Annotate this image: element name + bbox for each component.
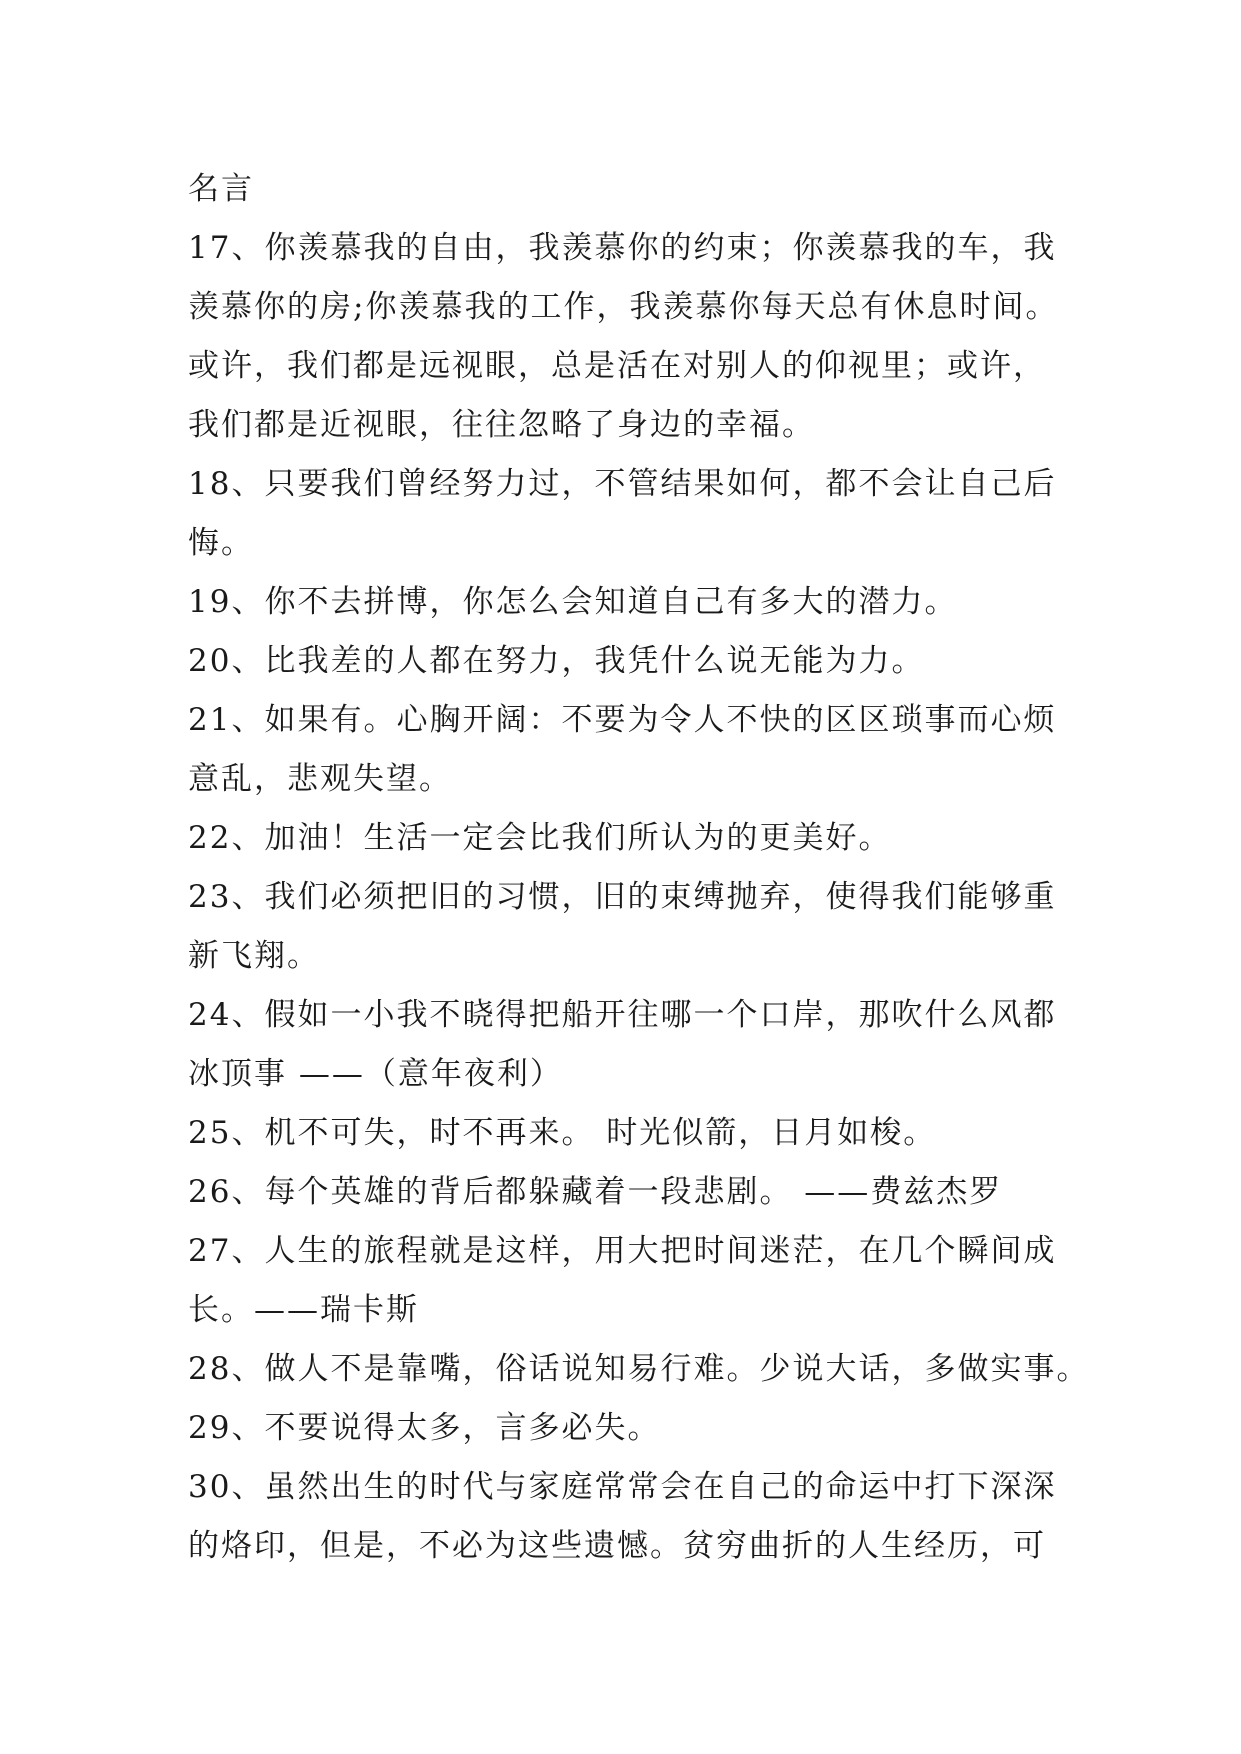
- document-title: 名言: [188, 171, 254, 207]
- text-line: 新飞翔。: [188, 938, 320, 974]
- text-line: 17、你羡慕我的自由，我羡慕你的约束；你羡慕我的车，我: [188, 230, 1057, 266]
- text-line: 30、虽然出生的时代与家庭常常会在自己的命运中打下深深: [188, 1469, 1057, 1505]
- text-line: 22、加油！生活一定会比我们所认为的更美好。: [188, 820, 892, 856]
- document-body: [188, 160, 1090, 1576]
- text-line: 23、我们必须把旧的习惯，旧的束缚抛弃，使得我们能够重: [188, 879, 1057, 915]
- text-line: 27、人生的旅程就是这样，用大把时间迷茫，在几个瞬间成: [188, 1233, 1057, 1269]
- text-line: 我们都是近视眼，往往忽略了身边的幸福。: [188, 407, 815, 443]
- text-line: 25、机不可失，时不再来。 时光似箭，日月如梭。: [188, 1115, 937, 1151]
- text-line: 28、做人不是靠嘴，俗话说知易行难。少说大话，多做实事。: [188, 1351, 1090, 1387]
- text-line: 长。——瑞卡斯: [188, 1292, 419, 1328]
- text-line: 意乱，悲观失望。: [188, 761, 452, 797]
- text-line: 21、如果有。心胸开阔：不要为令人不快的区区琐事而心烦: [188, 702, 1057, 738]
- text-line: 26、每个英雄的背后都躲藏着一段悲剧。 ——费兹杰罗: [188, 1174, 1003, 1210]
- text-line: 悔。: [188, 525, 254, 561]
- text-line: 的烙印，但是，不必为这些遗憾。贫穷曲折的人生经历，可: [188, 1528, 1046, 1564]
- text-line: 或许，我们都是远视眼，总是活在对别人的仰视里；或许，: [188, 348, 1046, 384]
- text-line: 24、假如一小我不晓得把船开往哪一个口岸，那吹什么风都: [188, 997, 1057, 1033]
- text-line: 20、比我差的人都在努力，我凭什么说无能为力。: [188, 643, 925, 679]
- text-line: 羡慕你的房;你羡慕我的工作，我羡慕你每天总有休息时间。: [188, 289, 1059, 325]
- text-line: 18、只要我们曾经努力过，不管结果如何，都不会让自己后: [188, 466, 1057, 502]
- text-line: 29、不要说得太多，言多必失。: [188, 1410, 661, 1446]
- text-line: 19、你不去拼博，你怎么会知道自己有多大的潜力。: [188, 584, 958, 620]
- text-line: 冰顶事 ——（意年夜利）: [188, 1056, 563, 1092]
